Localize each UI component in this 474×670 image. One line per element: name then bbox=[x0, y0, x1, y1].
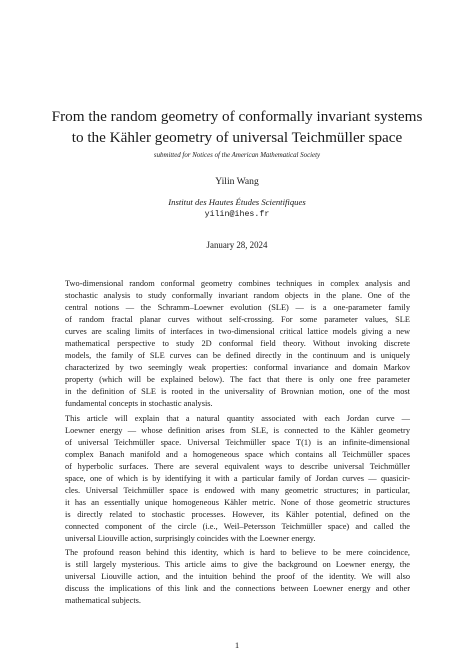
text-line: The profound reason behind this identity, which is hard to believe to be mere coincidence, bbox=[65, 548, 410, 558]
text-line: of random fractal planar curves without self-crossing. For some parameter values, SLE bbox=[65, 315, 410, 325]
title-line-2: to the Kähler geometry of universal Teichmüller space bbox=[71, 129, 403, 146]
text-line: property (which will be explained below). The fact that there is only one free parameter bbox=[65, 375, 410, 385]
text-line: discuss the implications of this link and the connections between Loewner energy and other bbox=[65, 584, 410, 594]
text-line: mathematical perspective to study 2D conformal field theory. Without invoking discrete bbox=[65, 339, 410, 349]
text-line: complex Banach manifold and a homogeneous space which contains all Teichmüller spaces bbox=[65, 449, 410, 459]
text-line: central notions — the Schramm–Loewner evolution (SLE) — is a one-parameter family bbox=[65, 303, 410, 313]
text-line: This article will explain that a natural quantity associated with each Jordan curve — bbox=[65, 413, 410, 423]
text-line: space, one of which is by identifying it with a particular family of Jordan curves — quasicir- bbox=[65, 473, 410, 483]
text-line: stochastic analysis to study conformally invariant random objects in the plane. One of the bbox=[65, 291, 410, 301]
text-line: models, the family of SLE curves can be defined directly in the continuum and is uniquely bbox=[65, 351, 410, 361]
text-line: of universal Teichmüller space. Universal Teichmüller space T(1) is an infinite-dimensional bbox=[65, 437, 410, 447]
submission-note: submitted for Notices of the American Mathematical Society bbox=[153, 152, 321, 159]
paper-title bbox=[30, 106, 444, 148]
text-line: connected component of the circle (i.e., Weil–Petersson Teichmüller space) and called the bbox=[65, 521, 410, 531]
text-line: fundamental concepts in stochastic analysis. bbox=[65, 399, 213, 409]
text-line: characterized by two seemingly weak properties: conformal invariance and domain Markov bbox=[65, 363, 410, 373]
text-line: cles. Universal Teichmüller space is endowed with many geometric structures; in particular, bbox=[65, 485, 410, 495]
text-line: Loewner energy — whose definition arises from SLE, is connected to the Kähler geometry bbox=[65, 425, 410, 435]
text-line: universal Liouville action, and the intuition behind the proof of the identity. We will also bbox=[65, 572, 410, 582]
affiliation: Institut des Hautes Études Scientifiques bbox=[168, 197, 306, 207]
text-line: is still largely mysterious. This article aims to give the background on Loewner energy, the bbox=[65, 560, 410, 570]
author-name: Yilin Wang bbox=[215, 176, 259, 187]
text-line: is directly related to stochastic processes. However, its Kähler potential, defined on the bbox=[65, 509, 410, 519]
text-line: mathematical subjects. bbox=[65, 596, 141, 606]
text-line: curves are scaling limits of interfaces in two-dimensional critical lattice models giving a new bbox=[65, 327, 410, 337]
text-line: of hyperbolic surfaces. There are several equivalent ways to describe universal Teichmüller bbox=[65, 461, 410, 471]
abstract-body bbox=[65, 278, 410, 609]
paragraph-1 bbox=[65, 278, 410, 411]
date: January 28, 2024 bbox=[206, 240, 268, 250]
text-line: in the definition of SLE is rooted in the universality of Brownian motion, one of the most bbox=[65, 387, 410, 397]
text-line: Two-dimensional random conformal geometry combines techniques in complex analysis and bbox=[65, 279, 410, 288]
page-number: 1 bbox=[234, 640, 240, 650]
text-line: it has an essentially unique homogeneous Kähler metric. None of those geometric structures bbox=[65, 497, 410, 507]
title-line-1: From the random geometry of conformally invariant systems bbox=[51, 108, 423, 125]
paragraph-3 bbox=[65, 547, 410, 607]
text-line: universal Liouville action, surprisingly coincides with the Loewner energy. bbox=[65, 533, 316, 543]
paragraph-2 bbox=[65, 413, 410, 546]
author-email: yilin@ihes.fr bbox=[204, 210, 270, 219]
